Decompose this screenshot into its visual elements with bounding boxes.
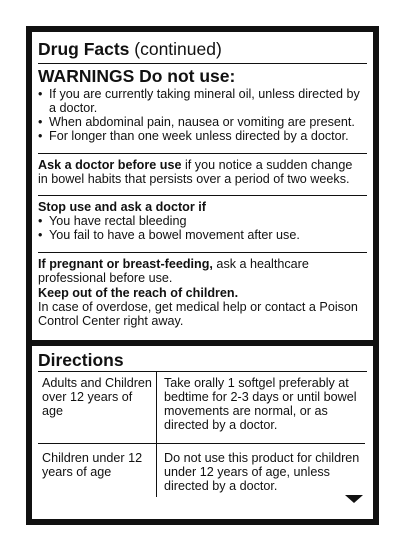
- keep-out-heading: Keep out of the reach of children.: [38, 286, 239, 300]
- warnings-list: [38, 87, 365, 143]
- table-column-divider: [156, 371, 157, 497]
- warning-item: • When abdominal pain, nausea or vomiting are present.: [38, 115, 365, 129]
- instruction-cell: Do not use this product for children under 12 years of age, unless directed by a doctor.: [164, 451, 360, 493]
- pregnant-text: ask a healthcare professional before use.: [38, 257, 309, 285]
- continued-arrow-icon: [345, 495, 363, 503]
- pregnant-section: [38, 257, 365, 285]
- divider: [38, 153, 367, 154]
- keep-out-section: [38, 286, 365, 328]
- divider: [38, 195, 367, 196]
- drug-facts-panel: [26, 26, 379, 525]
- warnings-heading: WARNINGS Do not use:: [38, 66, 236, 86]
- ask-doctor-section: [38, 158, 365, 186]
- stop-use-heading-text: Stop use and ask a doctor if: [38, 200, 206, 214]
- divider: [38, 252, 367, 253]
- ask-doctor-text: if you notice a sudden change in bowel habits that persists over a period of two weeks.: [38, 158, 353, 186]
- warning-item: • For longer than one week unless directed by a doctor.: [38, 129, 365, 143]
- stop-use-item: • You fail to have a bowel movement after use.: [38, 228, 365, 242]
- panel-title: [38, 38, 222, 60]
- age-group-cell: Adults and Children over 12 years of age: [42, 376, 152, 418]
- instruction-cell: Take orally 1 softgel preferably at bedtime for 2-3 days or until bowel movements are normal, or as directed by a doctor.: [164, 376, 357, 432]
- section-divider: [32, 340, 373, 346]
- ask-doctor-heading: Ask a doctor before use: [38, 158, 182, 172]
- divider: [38, 63, 367, 64]
- directions-table: [38, 371, 365, 497]
- stop-use-item: • You have rectal bleeding: [38, 214, 365, 228]
- stop-use-list: [38, 214, 365, 242]
- row-divider: [38, 443, 365, 444]
- pregnant-heading: If pregnant or breast-feeding,: [38, 257, 213, 271]
- title-continued: (continued): [129, 39, 222, 59]
- directions-heading: Directions: [38, 350, 124, 370]
- warning-item: • If you are currently taking mineral oil, unless directed by a doctor.: [38, 87, 365, 115]
- stop-use-heading: [38, 200, 365, 214]
- keep-out-text: In case of overdose, get medical help or contact a Poison Control Center right away.: [38, 300, 358, 328]
- title-bold: Drug Facts: [38, 39, 130, 59]
- age-group-cell: Children under 12 years of age: [42, 451, 143, 479]
